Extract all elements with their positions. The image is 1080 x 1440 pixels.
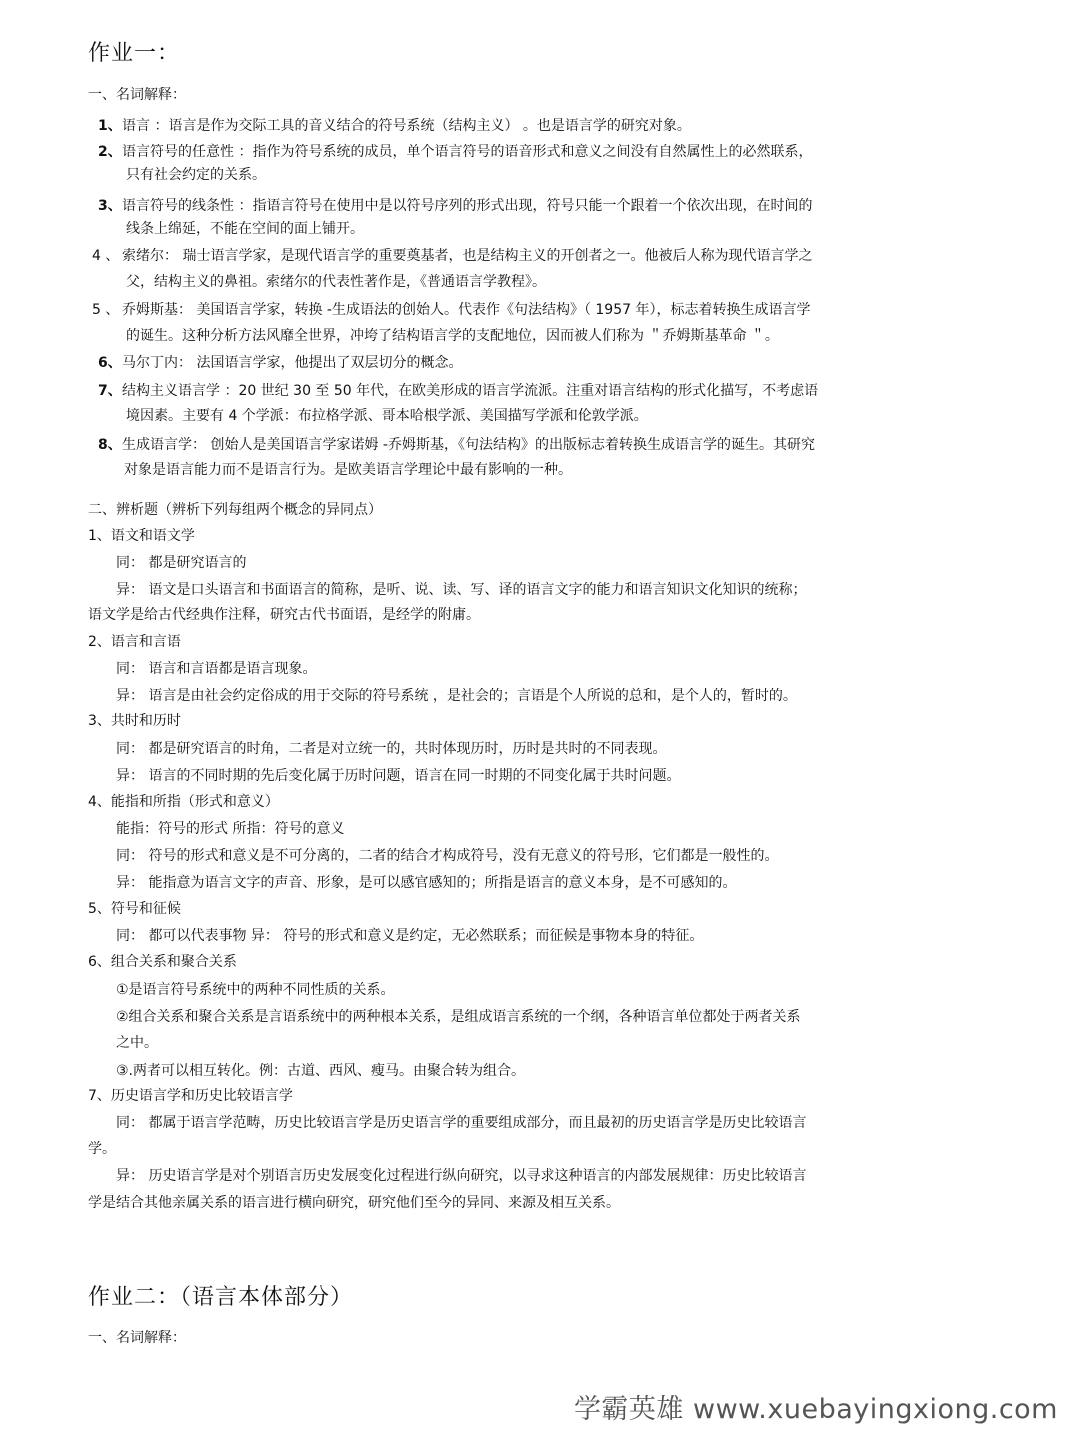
item-number: 4 、: [92, 248, 120, 264]
group-line: 同： 符号的形式和意义是不可分离的，二者的结合才构成符号，没有无意义的符号形，它们都是一般性的。: [116, 848, 779, 864]
group-line: ①是语言符号系统中的两种不同性质的关系。: [116, 982, 395, 998]
item-number: 8、: [98, 437, 122, 453]
item-text: 父，结构主义的鼻祖。索绪尔的代表性著作是，《普通语言学教程》。: [126, 274, 546, 290]
group-line: 学是结合其他亲属关系的语言进行横向研究，研究他们至今的异同、来源及相互关系。: [88, 1195, 620, 1211]
group-line: 异： 能指意为语言文字的声音、形象，是可以感官感知的；所指是语言的意义本身，是不可感知的。: [116, 875, 737, 891]
item-number: 7、: [98, 383, 122, 399]
group-line: 同： 都是研究语言的时角，二者是对立统一的，共时体现历时，历时是共时的不同表现。: [116, 741, 667, 757]
group-line: 同： 都可以代表事物 异： 符号的形式和意义是约定，无必然联系；而征候是事物本身的特征。: [116, 928, 704, 944]
group-title: 6、组合关系和聚合关系: [88, 954, 237, 970]
hw1-title: 作业一：: [88, 41, 181, 66]
group-title: 1、语文和语文学: [88, 528, 195, 544]
group-title: 5、符号和征候: [88, 901, 181, 917]
group-line: 同： 都属于语言学范畴，历史比较语言学是历史语言学的重要组成部分，而且最初的历史语言学是历史比较语言: [116, 1115, 807, 1131]
item-text: 语言符号的任意性 ：指作为符号系统的成员，单个语言符号的语音形式和意义之间没有自然属性上的必然联系，: [122, 144, 813, 160]
item-text: 的诞生。这种分析方法风靡全世界，冲垮了结构语言学的支配地位，因而被人们称为 ＂乔姆斯基革命 ＂。: [126, 328, 779, 344]
watermark: 学霸英雄 www.xuebayingxiong.com: [573, 1394, 1058, 1425]
group-line: ②组合关系和聚合关系是言语系统中的两种根本关系，是组成语言系统的一个纲，各种语言单位都处于两者关系: [116, 1009, 801, 1025]
group-line: 学。: [88, 1141, 116, 1157]
item-text: 马尔丁内： 法国语言学家，他提出了双层切分的概念。: [122, 355, 463, 371]
group-line: 异： 语言是由社会约定俗成的用于交际的符号系统 ，是社会的；言语是个人所说的总和，是个人的，暂时的。: [116, 688, 797, 704]
item-text: 语言符号的线条性 ：指语言符号在使用中是以符号序列的形式出现，符号只能一个跟着一个依次出现，在时间的: [122, 198, 813, 214]
item-text: 对象是语言能力而不是语言行为。是欧美语言学理论中最有影响的一种。: [124, 462, 572, 478]
group-title: 4、能指和所指（形式和意义）: [88, 794, 279, 810]
item-text: 索绪尔： 瑞士语言学家，是现代语言学的重要奠基者，也是结构主义的开创者之一。他被后人称为现代语言学之: [122, 248, 813, 264]
item-number: 1、: [98, 118, 122, 134]
group-line: 同： 语言和言语都是语言现象。: [116, 661, 317, 677]
item-number: 3、: [98, 198, 122, 214]
item-number: 5 、: [92, 302, 120, 318]
group-line: ③.两者可以相互转化。例：古道、西风、瘦马。由聚合转为组合。: [116, 1063, 525, 1079]
hw2-heading: 一、名词解释：: [88, 1330, 186, 1346]
group-line: 同： 都是研究语言的: [116, 555, 247, 571]
hw1-sec2-heading: 二、辨析题（辨析下列每组两个概念的异同点）: [88, 502, 382, 518]
group-line: 之中。: [116, 1035, 158, 1051]
group-line: 语文学是给古代经典作注释，研究古代书面语，是经学的附庸。: [88, 607, 480, 623]
item-text: 乔姆斯基： 美国语言学家，转换 -生成语法的创始人。代表作《句法结构》（ 1957 年），标志着转换生成语言学: [122, 302, 811, 318]
group-title: 7、历史语言学和历史比较语言学: [88, 1088, 293, 1104]
item-text: 结构主义语言学 ：20 世纪 30 至 50 年代，在欧美形成的语言学流派。注重对语言结构的形式化描写，不考虑语: [122, 383, 819, 399]
group-line: 异： 语文是口头语言和书面语言的简称，是听、说、读、写、译的语言文字的能力和语言知识文化知识的统称；: [116, 582, 807, 598]
item-number: 2、: [98, 144, 122, 160]
item-text: 线条上绵延，不能在空间的面上铺开。: [126, 221, 364, 237]
group-title: 3、共时和历时: [88, 713, 181, 729]
hw2-title: 作业二：（语言本体部分）: [88, 1285, 354, 1310]
item-text: 只有社会约定的关系。: [126, 167, 266, 183]
group-line: 异： 历史语言学是对个别语言历史发展变化过程进行纵向研究，以寻求这种语言的内部发展规律：历史比较语言: [116, 1168, 807, 1184]
item-number: 6、: [98, 355, 122, 371]
group-title: 2、语言和言语: [88, 634, 181, 650]
group-line: 能指：符号的形式 所指：符号的意义: [116, 821, 345, 837]
group-line: 异： 语言的不同时期的先后变化属于历时问题，语言在同一时期的不同变化属于共时问题。: [116, 768, 681, 784]
hw1-sec1-heading: 一、名词解释：: [88, 87, 186, 103]
item-text: 生成语言学： 创始人是美国语言学家诺姆 -乔姆斯基，《句法结构》的出版标志着转换生成语言学的诞生。其研究: [122, 437, 815, 453]
item-text: 境因素。主要有 4 个学派：布拉格学派、哥本哈根学派、美国描写学派和伦敦学派。: [126, 408, 648, 424]
item-text: 语言 ：语言是作为交际工具的音义结合的符号系统（结构主义） 。也是语言学的研究对象。: [122, 118, 691, 134]
